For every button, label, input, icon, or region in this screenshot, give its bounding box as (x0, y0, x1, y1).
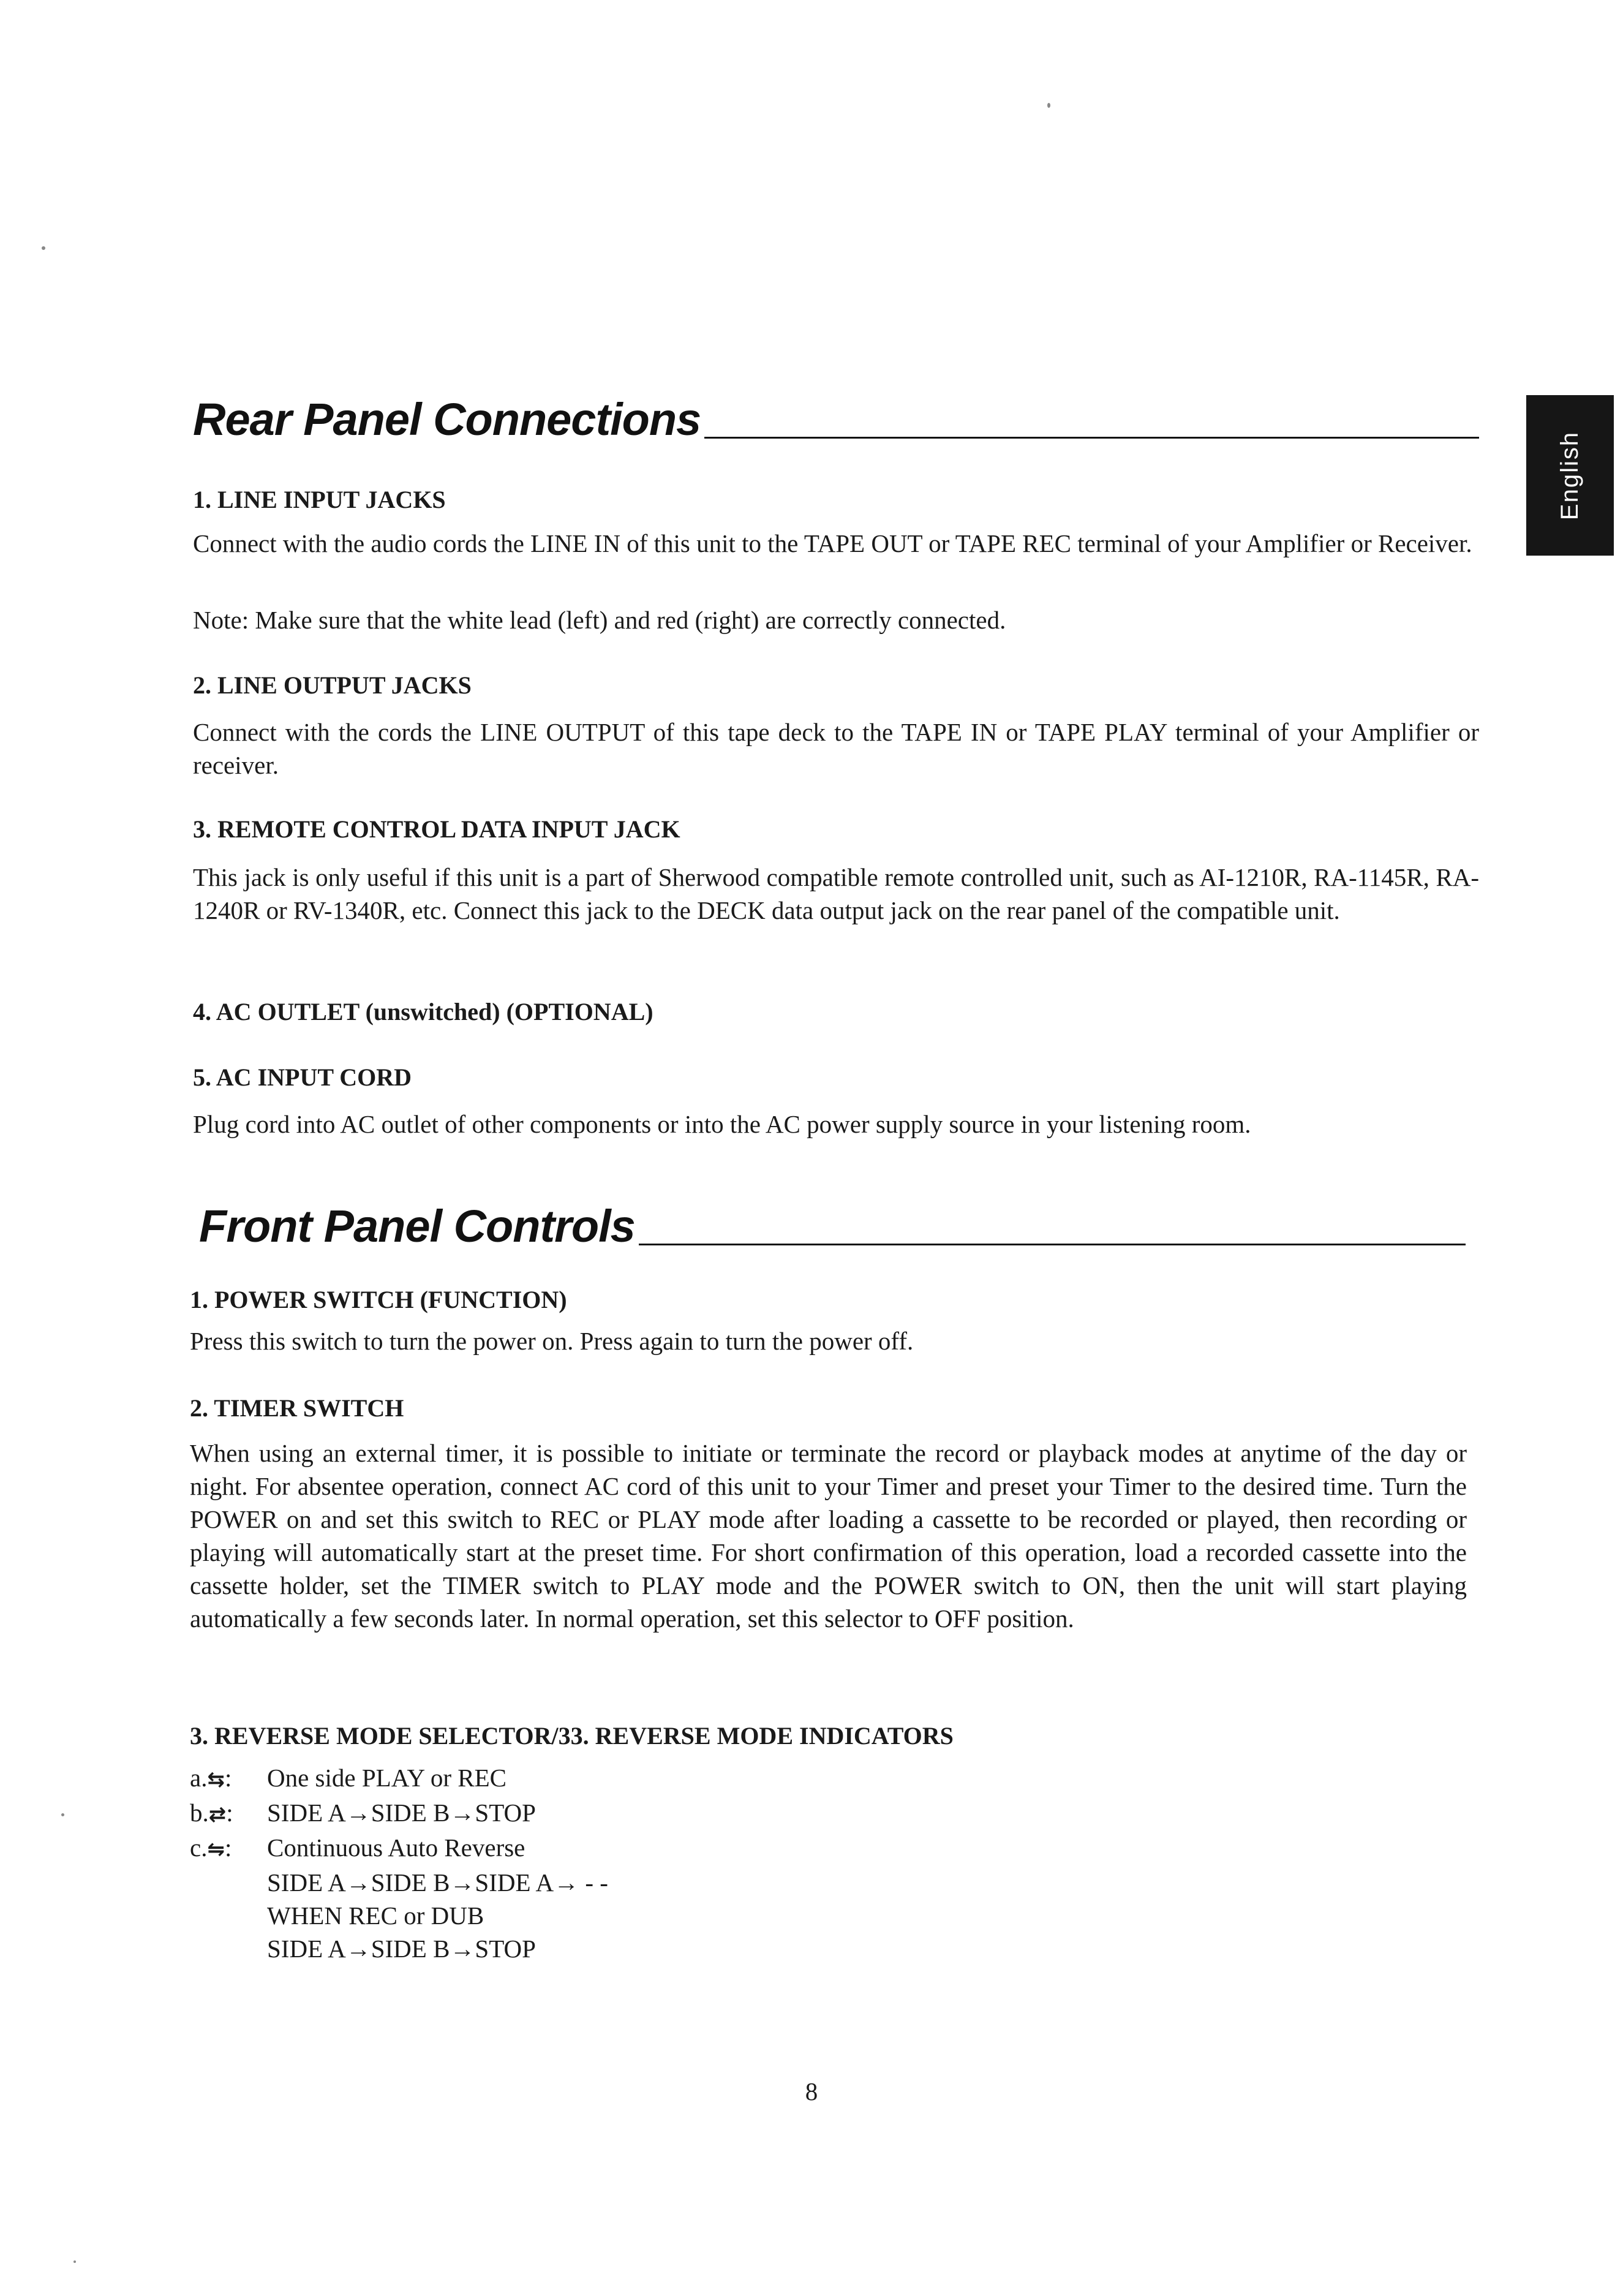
reverse-mode-list (190, 1761, 1476, 1965)
mode-b-key: b. (190, 1799, 209, 1827)
rear-item-3-body (193, 861, 1479, 927)
mode-c-key: c. (190, 1833, 208, 1862)
front-panel-section (199, 1201, 1466, 1252)
rear-item-4-heading: 4. AC OUTLET (unswitched) (OPTIONAL) (193, 998, 653, 1025)
rear-panel-title: Rear Panel Connections (193, 397, 1479, 442)
front-item-1-paragraph: Press this switch to turn the power on. Press again to turn the power off. (190, 1327, 914, 1355)
language-tab (1526, 395, 1614, 556)
rear-item-3-heading: 3. REMOTE CONTROL DATA INPUT JACK (193, 815, 680, 843)
rear-item-3-paragraph: This jack is only useful if this unit is a part of Sherwood compatible remote controlled unit, such as AI-1210R, RA-1145R, RA-1240R or RV-1340R, etc. Connect this jack to the DECK data output jack on the rear panel of the compatible unit. (193, 863, 1479, 924)
front-item-1 (190, 1285, 1476, 1315)
rear-item-1-note-text: Note: Make sure that the white lead (left) and red (right) are correctly connected. (193, 606, 1006, 634)
front-panel-title: Front Panel Controls (199, 1204, 1466, 1249)
mode-c-text: Continuous Auto Reverse (267, 1833, 525, 1862)
rear-panel-section (193, 394, 1479, 445)
rear-item-1 (193, 485, 1479, 515)
continuous-reverse-arrow-icon: ⇋ (207, 1837, 225, 1862)
rear-item-1-paragraph: Connect with the audio cords the LINE IN of this unit to the TAPE OUT or TAPE REC terminal of your Amplifier or Receiver. (193, 529, 1472, 557)
mode-subline-3: SIDE A→SIDE B→STOP (267, 1935, 536, 1963)
mode-a-text: One side PLAY or REC (267, 1764, 507, 1792)
side-a-b-stop-arrow-icon: ⇄ (208, 1802, 227, 1827)
scan-speck (42, 246, 45, 250)
front-item-1-heading: 1. POWER SWITCH (FUNCTION) (190, 1286, 567, 1313)
rear-item-5-paragraph: Plug cord into AC outlet of other components or into the AC power supply source in your listening room. (193, 1110, 1251, 1138)
rear-item-5-body (193, 1108, 1479, 1141)
one-side-arrow-icon: ⇆ (207, 1767, 225, 1792)
scan-speck (1047, 103, 1050, 108)
front-item-3-heading: 3. REVERSE MODE SELECTOR/33. REVERSE MODE INDICATORS (190, 1722, 954, 1750)
reverse-mode-a: a.⇆: One side PLAY or REC (190, 1761, 1476, 1796)
scan-speck (61, 1813, 64, 1816)
rear-item-3 (193, 815, 1479, 844)
reverse-mode-c: c.⇋: Continuous Auto Reverse (190, 1831, 1476, 1866)
scan-speck (73, 2260, 76, 2263)
rear-item-2-body (193, 716, 1479, 782)
rear-item-5-heading: 5. AC INPUT CORD (193, 1063, 412, 1091)
rear-item-2 (193, 671, 1479, 700)
front-item-1-body (190, 1324, 1476, 1358)
mode-b-text: SIDE A→SIDE B→STOP (267, 1799, 536, 1827)
rear-item-1-body (193, 527, 1479, 560)
rear-item-1-note (193, 603, 1479, 636)
front-item-2-body (190, 1437, 1467, 1635)
rear-item-5 (193, 1063, 1479, 1092)
mode-subline-2: WHEN REC or DUB (267, 1901, 484, 1930)
front-item-2 (190, 1394, 1476, 1423)
rear-item-2-paragraph: Connect with the cords the LINE OUTPUT of this tape deck to the TAPE IN or TAPE PLAY terminal of your Amplifier or receiver. (193, 718, 1479, 779)
rear-item-4 (193, 997, 1479, 1027)
rear-item-2-heading: 2. LINE OUTPUT JACKS (193, 671, 472, 699)
front-item-2-heading: 2. TIMER SWITCH (190, 1394, 404, 1422)
front-item-3 (190, 1721, 1476, 1751)
language-tab-label: English (1556, 431, 1584, 520)
front-item-2-paragraph: When using an external timer, it is possible to initiate or terminate the record or playback modes at anytime of the day or night. For absentee operation, connect AC cord of this unit to your Timer and preset your Timer to the desired time. Turn the POWER on and set this switch to REC or PLAY mode after loading a cassette to be recorded or played, then recording or playing will automatically start at the preset time. For short confirmation of this operation, load a recorded cassette into the cassette holder, set the TIMER switch to PLAY mode and the POWER switch to ON, then the unit will start playing automatically a few seconds later. In normal operation, set this selector to OFF position. (190, 1439, 1467, 1633)
title-rule (639, 1244, 1466, 1245)
title-rule (704, 437, 1479, 439)
page-number: 8 (805, 2077, 818, 2105)
mode-subline-1: SIDE A→SIDE B→SIDE A→ - - (267, 1868, 608, 1897)
reverse-mode-b: b.⇄: SIDE A→SIDE B→STOP (190, 1796, 1476, 1831)
mode-a-key: a. (190, 1764, 208, 1792)
rear-item-1-heading: 1. LINE INPUT JACKS (193, 486, 446, 513)
